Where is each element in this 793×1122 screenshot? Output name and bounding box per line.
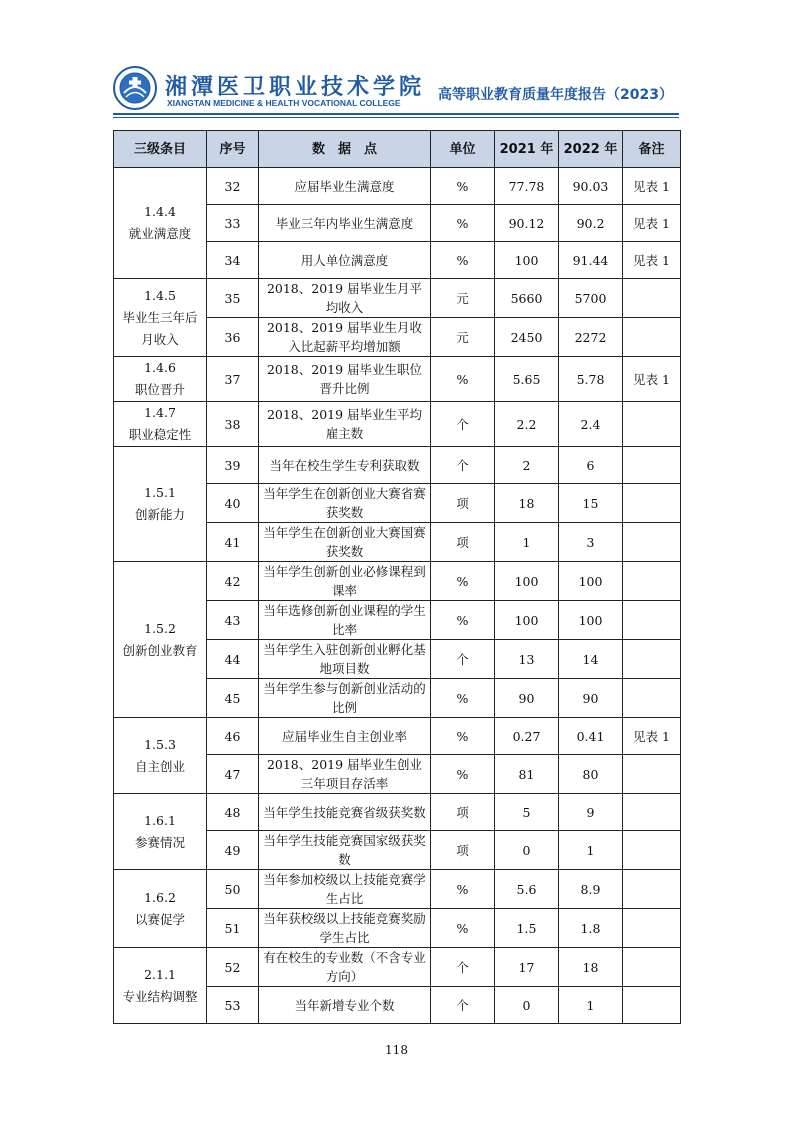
- category-code: 1.4.5: [144, 287, 176, 303]
- header-data-point: 数 据 点: [259, 131, 431, 168]
- data-point-cell: 当年获校级以上技能竞赛奖励学生占比: [259, 909, 431, 948]
- category-cell: [114, 870, 207, 948]
- category-code: 2.1.1: [144, 966, 176, 982]
- value-2022-cell: 90.2: [559, 205, 623, 242]
- note-cell: [623, 318, 681, 357]
- note-cell: 见表 1: [623, 168, 681, 205]
- category-cell: [114, 948, 207, 1024]
- data-point-cell: 当年学生技能竞赛省级获奖数: [259, 794, 431, 831]
- row-number-cell: 51: [207, 909, 259, 948]
- header-rule: [113, 113, 679, 115]
- note-cell: [623, 484, 681, 523]
- school-name-english: XIANGTAN MEDICINE & HEALTH VOCATIONAL COLLEGE: [167, 98, 401, 108]
- value-2022-cell: 0.41: [559, 718, 623, 755]
- category-name: 毕业生三年后月收入: [122, 309, 198, 347]
- note-cell: [623, 640, 681, 679]
- category-name: 专业结构调整: [122, 988, 198, 1004]
- value-2021-cell: 13: [495, 640, 559, 679]
- table-row: [114, 168, 681, 205]
- note-cell: [623, 755, 681, 794]
- category-cell: [114, 279, 207, 357]
- data-point-cell: 当年学生创新创业必修课程到课率: [259, 562, 431, 601]
- category-name: 职位晋升: [134, 382, 185, 397]
- unit-cell: %: [431, 718, 495, 755]
- data-point-cell: 2018、2019 届毕业生创业三年项目存活率: [259, 755, 431, 794]
- note-cell: [623, 601, 681, 640]
- unit-cell: 元: [431, 279, 495, 318]
- school-emblem-icon: [113, 66, 157, 110]
- value-2022-cell: 9: [559, 794, 623, 831]
- header-category: 三级条目: [114, 131, 207, 168]
- category-code: 1.4.4: [144, 204, 176, 219]
- unit-cell: 个: [431, 948, 495, 987]
- note-cell: [623, 523, 681, 562]
- category-cell: [114, 718, 207, 794]
- report-title: 高等职业教育质量年度报告（2023）: [438, 87, 673, 103]
- note-cell: 见表 1: [623, 357, 681, 402]
- row-number-cell: 41: [207, 523, 259, 562]
- table-body: [114, 168, 681, 1024]
- row-number-cell: 48: [207, 794, 259, 831]
- unit-cell: 个: [431, 447, 495, 484]
- value-2021-cell: 5: [495, 794, 559, 831]
- category-cell: [114, 447, 207, 562]
- value-2022-cell: 1: [559, 831, 623, 870]
- note-cell: [623, 562, 681, 601]
- note-cell: [623, 987, 681, 1024]
- note-cell: [623, 794, 681, 831]
- value-2021-cell: 81: [495, 755, 559, 794]
- table-row: [114, 357, 681, 402]
- unit-cell: %: [431, 357, 495, 402]
- value-2021-cell: 5660: [495, 279, 559, 318]
- value-2022-cell: 5.78: [559, 357, 623, 402]
- school-name: 湘潭医卫职业技术学院: [165, 75, 426, 100]
- unit-cell: 项: [431, 794, 495, 831]
- header-2022: 2022 年: [559, 131, 623, 168]
- value-2021-cell: 0: [495, 987, 559, 1024]
- row-number-cell: 49: [207, 831, 259, 870]
- row-number-cell: 38: [207, 402, 259, 447]
- unit-cell: %: [431, 562, 495, 601]
- table-row: [114, 402, 681, 447]
- value-2022-cell: 90: [559, 679, 623, 718]
- data-point-cell: 2018、2019 届毕业生平均雇主数: [259, 402, 431, 447]
- note-cell: [623, 831, 681, 870]
- value-2021-cell: 18: [495, 484, 559, 523]
- value-2021-cell: 90.12: [495, 205, 559, 242]
- note-cell: 见表 1: [623, 242, 681, 279]
- row-number-cell: 32: [207, 168, 259, 205]
- note-cell: [623, 679, 681, 718]
- unit-cell: %: [431, 909, 495, 948]
- unit-cell: 元: [431, 318, 495, 357]
- value-2021-cell: 2.2: [495, 402, 559, 447]
- value-2021-cell: 1: [495, 523, 559, 562]
- row-number-cell: 40: [207, 484, 259, 523]
- category-code: 1.5.3: [144, 736, 176, 752]
- data-point-cell: 应届毕业生满意度: [259, 168, 431, 205]
- category-code: 1.6.1: [144, 812, 176, 828]
- header-2021: 2021 年: [495, 131, 559, 168]
- unit-cell: %: [431, 168, 495, 205]
- data-point-cell: 2018、2019 届毕业生月收入比起薪平均增加额: [259, 318, 431, 357]
- category-name: 职业稳定性: [128, 427, 192, 442]
- unit-cell: 个: [431, 640, 495, 679]
- unit-cell: %: [431, 242, 495, 279]
- value-2022-cell: 2272: [559, 318, 623, 357]
- category-code: 1.5.1: [144, 485, 176, 500]
- header-rule-thin: [113, 117, 679, 118]
- data-point-cell: 用人单位满意度: [259, 242, 431, 279]
- data-table: [113, 130, 681, 1024]
- note-cell: 见表 1: [623, 718, 681, 755]
- data-point-cell: 应届毕业生自主创业率: [259, 718, 431, 755]
- row-number-cell: 50: [207, 870, 259, 909]
- page-number: 118: [385, 1043, 408, 1057]
- value-2022-cell: 80: [559, 755, 623, 794]
- unit-cell: %: [431, 679, 495, 718]
- value-2022-cell: 6: [559, 447, 623, 484]
- value-2021-cell: 77.78: [495, 168, 559, 205]
- category-cell: [114, 402, 207, 447]
- category-name: 创新能力: [134, 507, 185, 522]
- value-2021-cell: 0: [495, 831, 559, 870]
- row-number-cell: 33: [207, 205, 259, 242]
- header-unit: 单位: [431, 131, 495, 168]
- data-point-cell: 当年参加校级以上技能竞赛学生占比: [259, 870, 431, 909]
- unit-cell: %: [431, 601, 495, 640]
- value-2022-cell: 100: [559, 601, 623, 640]
- table-row: [114, 447, 681, 484]
- row-number-cell: 34: [207, 242, 259, 279]
- category-code: 1.5.2: [144, 620, 176, 636]
- unit-cell: 个: [431, 402, 495, 447]
- value-2022-cell: 3: [559, 523, 623, 562]
- row-number-cell: 39: [207, 447, 259, 484]
- data-point-cell: 2018、2019 届毕业生职位晋升比例: [259, 357, 431, 402]
- row-number-cell: 43: [207, 601, 259, 640]
- data-point-cell: 当年在校生学生专利获取数: [259, 447, 431, 484]
- category-cell: [114, 562, 207, 718]
- value-2022-cell: 5700: [559, 279, 623, 318]
- row-number-cell: 44: [207, 640, 259, 679]
- note-cell: [623, 948, 681, 987]
- unit-cell: 项: [431, 523, 495, 562]
- value-2021-cell: 17: [495, 948, 559, 987]
- data-point-cell: 当年学生参与创新创业活动的比例: [259, 679, 431, 718]
- row-number-cell: 45: [207, 679, 259, 718]
- value-2022-cell: 8.9: [559, 870, 623, 909]
- row-number-cell: 35: [207, 279, 259, 318]
- category-code: 1.4.6: [144, 360, 176, 375]
- category-code: 1.6.2: [144, 889, 176, 905]
- row-number-cell: 36: [207, 318, 259, 357]
- value-2021-cell: 5.65: [495, 357, 559, 402]
- category-cell: [114, 168, 207, 279]
- category-name: 创新创业教育: [122, 642, 198, 658]
- value-2022-cell: 1: [559, 987, 623, 1024]
- category-cell: [114, 794, 207, 870]
- value-2022-cell: 18: [559, 948, 623, 987]
- unit-cell: %: [431, 205, 495, 242]
- row-number-cell: 53: [207, 987, 259, 1024]
- value-2021-cell: 0.27: [495, 718, 559, 755]
- note-cell: [623, 402, 681, 447]
- table-row: [114, 718, 681, 755]
- unit-cell: 个: [431, 987, 495, 1024]
- value-2021-cell: 2: [495, 447, 559, 484]
- note-cell: [623, 909, 681, 948]
- value-2022-cell: 14: [559, 640, 623, 679]
- value-2021-cell: 90: [495, 679, 559, 718]
- value-2021-cell: 1.5: [495, 909, 559, 948]
- data-point-cell: 当年学生入驻创新创业孵化基地项目数: [259, 640, 431, 679]
- page-header: [113, 60, 673, 116]
- header-number: 序号: [207, 131, 259, 168]
- unit-cell: 项: [431, 831, 495, 870]
- table-header-row: [114, 131, 681, 168]
- row-number-cell: 46: [207, 718, 259, 755]
- value-2022-cell: 90.03: [559, 168, 623, 205]
- data-point-cell: 毕业三年内毕业生满意度: [259, 205, 431, 242]
- note-cell: 见表 1: [623, 205, 681, 242]
- value-2021-cell: 100: [495, 242, 559, 279]
- data-point-cell: 当年学生在创新创业大赛省赛获奖数: [259, 484, 431, 523]
- table-row: [114, 948, 681, 987]
- row-number-cell: 52: [207, 948, 259, 987]
- value-2022-cell: 100: [559, 562, 623, 601]
- table-row: [114, 562, 681, 601]
- unit-cell: %: [431, 755, 495, 794]
- unit-cell: 项: [431, 484, 495, 523]
- category-name: 以赛促学: [134, 911, 185, 927]
- value-2021-cell: 100: [495, 601, 559, 640]
- value-2021-cell: 100: [495, 562, 559, 601]
- note-cell: [623, 447, 681, 484]
- value-2021-cell: 5.6: [495, 870, 559, 909]
- value-2022-cell: 91.44: [559, 242, 623, 279]
- table-row: [114, 794, 681, 831]
- value-2022-cell: 1.8: [559, 909, 623, 948]
- unit-cell: %: [431, 870, 495, 909]
- data-point-cell: 当年选修创新创业课程的学生比率: [259, 601, 431, 640]
- note-cell: [623, 870, 681, 909]
- category-cell: [114, 357, 207, 402]
- data-point-cell: 2018、2019 届毕业生月平均收入: [259, 279, 431, 318]
- value-2022-cell: 2.4: [559, 402, 623, 447]
- data-point-cell: 当年新增专业个数: [259, 987, 431, 1024]
- data-point-cell: 当年学生在创新创业大赛国赛获奖数: [259, 523, 431, 562]
- category-code: 1.4.7: [144, 405, 176, 420]
- data-point-cell: 当年学生技能竞赛国家级获奖数: [259, 831, 431, 870]
- header-note: 备注: [623, 131, 681, 168]
- table-row: [114, 870, 681, 909]
- value-2021-cell: 2450: [495, 318, 559, 357]
- data-point-cell: 有在校生的专业数（不含专业方向）: [259, 948, 431, 987]
- category-name: 就业满意度: [128, 226, 192, 241]
- note-cell: [623, 279, 681, 318]
- row-number-cell: 37: [207, 357, 259, 402]
- row-number-cell: 42: [207, 562, 259, 601]
- category-name: 参赛情况: [134, 834, 185, 850]
- row-number-cell: 47: [207, 755, 259, 794]
- category-name: 自主创业: [134, 758, 185, 774]
- table-row: [114, 279, 681, 318]
- value-2022-cell: 15: [559, 484, 623, 523]
